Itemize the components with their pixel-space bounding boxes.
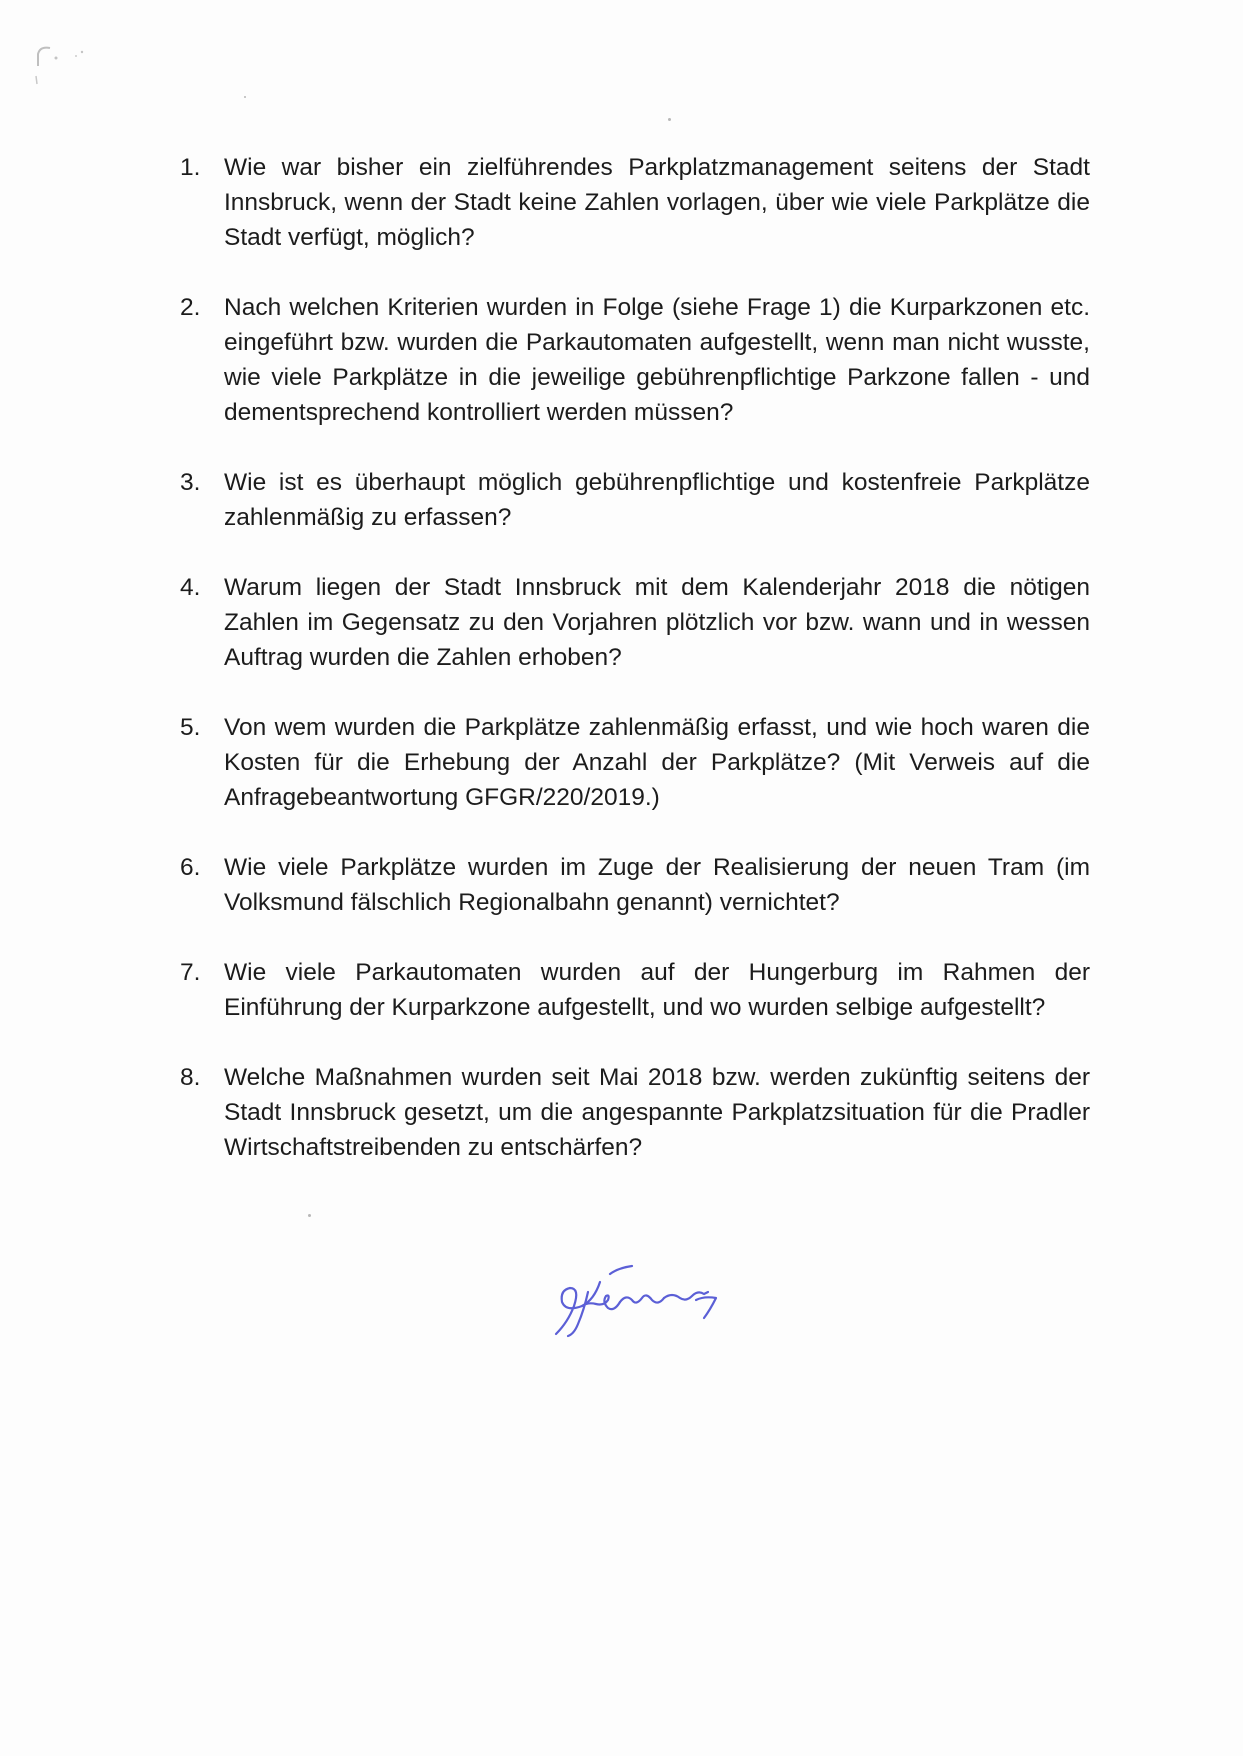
handwritten-signature (548, 1262, 748, 1342)
question-number: 8. (180, 1064, 201, 1091)
question-text: Wie war bisher ein zielführendes Parkplatzmanagement seitens der Stadt Innsbruck, wenn der Stadt keine Zahlen vorlagen, über wie viele Parkplätze die Stadt verfügt, möglich? (224, 154, 1090, 251)
question-number: 6. (180, 854, 201, 881)
question-text: Wie viele Parkautomaten wurden auf der Hungerburg im Rahmen der Einführung der Kurparkzone aufgestellt, und wo wurden selbige aufgestellt? (224, 959, 1090, 1021)
question-text: Warum liegen der Stadt Innsbruck mit dem Kalenderjahr 2018 die nötigen Zahlen im Gegensatz zu den Vorjahren plötzlich vor bzw. wann und in wessen Auftrag wurden die Zahlen erhoben? (224, 574, 1090, 671)
question-7 (180, 955, 1090, 1025)
question-2 (180, 290, 1090, 430)
question-4 (180, 570, 1090, 675)
question-number: 5. (180, 714, 201, 741)
question-number: 4. (180, 574, 201, 601)
scan-speck (668, 118, 671, 121)
scan-speck (244, 96, 246, 98)
scan-speck (308, 1214, 311, 1217)
question-text: Welche Maßnahmen wurden seit Mai 2018 bzw. werden zukünftig seitens der Stadt Innsbruck gesetzt, um die angespannte Parkplatzsituation für die Pradler Wirtschaftstreibenden zu entschärfen? (224, 1064, 1090, 1161)
question-list (180, 150, 1090, 1200)
question-text: Von wem wurden die Parkplätze zahlenmäßig erfasst, und wie hoch waren die Kosten für die Erhebung der Anzahl der Parkplätze? (Mit Verweis auf die Anfragebeantwortung GFGR/220/2019.) (224, 714, 1090, 811)
question-text: Wie ist es überhaupt möglich gebührenpflichtige und kostenfreie Parkplätze zahlenmäßig zu erfassen? (224, 469, 1090, 531)
question-6 (180, 850, 1090, 920)
question-text: Wie viele Parkplätze wurden im Zuge der Realisierung der neuen Tram (im Volksmund fälschlich Regionalbahn genannt) vernichtet? (224, 854, 1090, 916)
question-1 (180, 150, 1090, 255)
question-5 (180, 710, 1090, 815)
question-number: 1. (180, 154, 201, 181)
question-text: Nach welchen Kriterien wurden in Folge (siehe Frage 1) die Kurparkzonen etc. eingeführt bzw. wurden die Parkautomaten aufgestellt, wenn man nicht wusste, wie viele Parkplätze in die jeweilige gebührenpflichtige Parkzone fallen - und dementsprechend kontrolliert werden müssen? (224, 294, 1090, 426)
question-number: 3. (180, 469, 201, 496)
question-3 (180, 465, 1090, 535)
question-number: 7. (180, 959, 201, 986)
question-8 (180, 1060, 1090, 1165)
question-number: 2. (180, 294, 201, 321)
corner-scan-mark (28, 18, 88, 88)
